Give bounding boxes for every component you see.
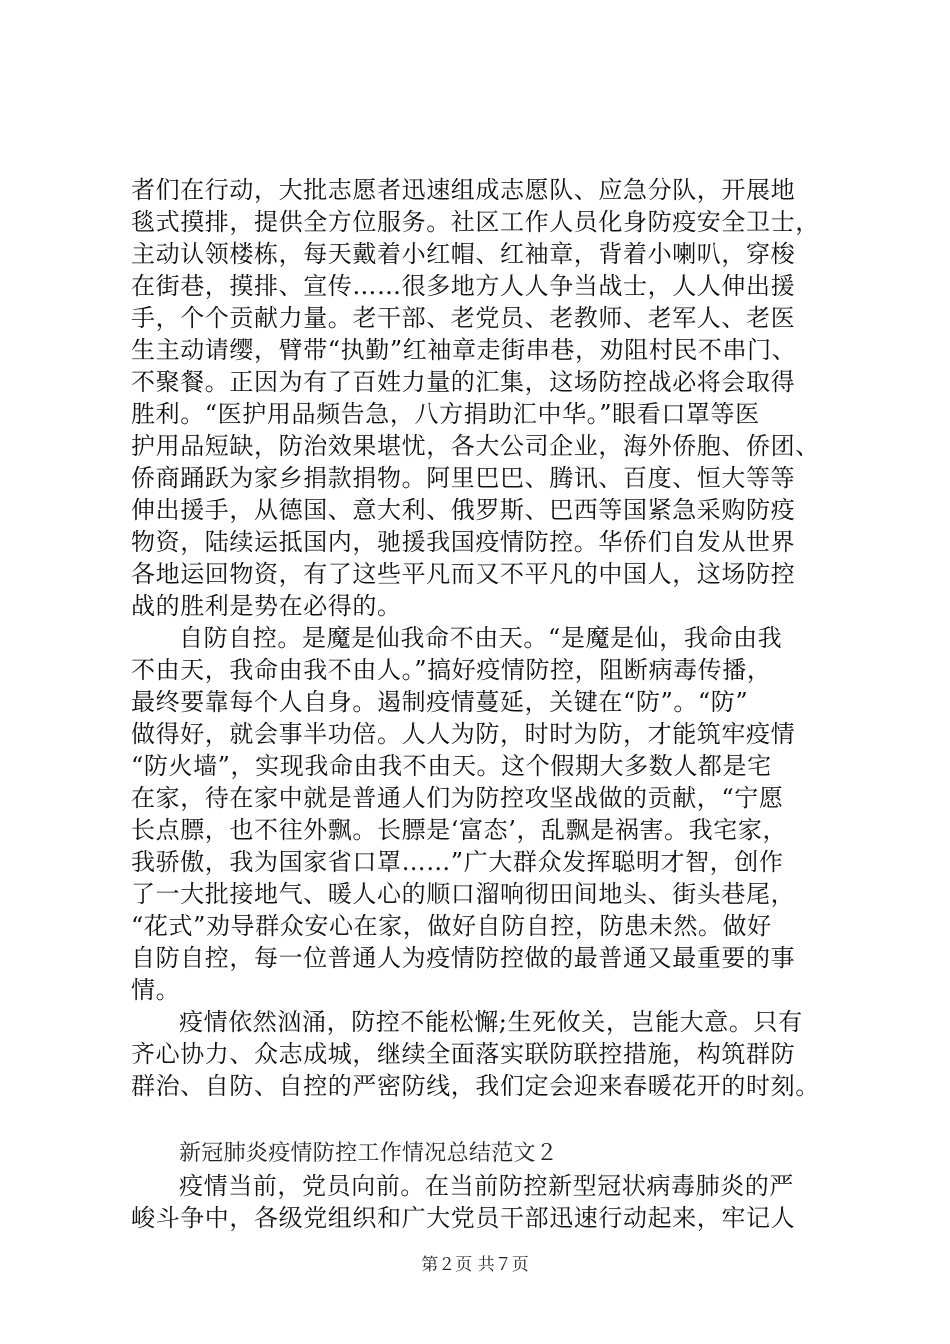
text-line: 毯式摸排，提供全方位服务。社区工作人员化身防疫安全卫士， xyxy=(131,208,820,236)
text-line: 胜利。“医护用品频告急，八方捐助汇中华。”眼看口罩等医 xyxy=(131,400,760,428)
text-line: 各地运回物资，有了这些平凡而又不平凡的中国人，这场防控 xyxy=(131,560,796,588)
text-line: 长点膘，也不往外飘。长膘是‘富态’，乱飘是祸害。我宅家， xyxy=(131,816,788,844)
text-line: 者们在行动，大批志愿者迅速组成志愿队、应急分队，开展地 xyxy=(131,176,796,204)
text-line: 护用品短缺，防治效果堪忧，各大公司企业，海外侨胞、侨团、 xyxy=(131,432,820,460)
text-line: 手，个个贡献力量。老干部、老党员、老教师、老军人、老医 xyxy=(131,304,796,332)
text-line: 疫情当前，党员向前。在当前防控新型冠状病毒肺炎的严 xyxy=(179,1172,794,1200)
text-line: 生主动请缨，臂带“执勤”红袖章走街串巷，劝阻村民不串门、 xyxy=(131,336,797,364)
paragraph-4 xyxy=(131,1170,831,1234)
text-line: 情。 xyxy=(131,976,181,1004)
text-line: 物资，陆续运抵国内，驰援我国疫情防控。华侨们自发从世界 xyxy=(131,528,796,556)
text-line: 自防自控。是魔是仙我命不由天。“是魔是仙，我命由我 xyxy=(179,624,783,652)
section-heading: 新冠肺炎疫情防控工作情况总结范文２ xyxy=(179,1141,559,1166)
text-line: 我骄傲，我为国家省口罩……”广大群众发挥聪明才智，创作 xyxy=(131,848,784,876)
text-line: 不聚餐。正因为有了百姓力量的汇集，这场防控战必将会取得 xyxy=(131,368,796,396)
text-line: 伸出援手，从德国、意大利、俄罗斯、巴西等国紧急采购防疫 xyxy=(131,496,796,524)
paragraph-1 xyxy=(131,174,831,622)
text-line: “花式”劝导群众安心在家，做好自防自控，防患未然。做好 xyxy=(131,912,772,940)
text-line: 不由天，我命由我不由人。”搞好疫情防控，阻断病毒传播， xyxy=(131,656,772,684)
paragraph-3 xyxy=(131,1006,831,1102)
text-line: 战的胜利是势在必得的。 xyxy=(131,592,402,620)
text-line: 齐心协力、众志成城，继续全面落实联防联控措施，构筑群防 xyxy=(131,1040,796,1068)
text-line: 在街巷，摸排、宣传……很多地方人人争当战士，人人伸出援 xyxy=(131,272,796,300)
text-line: 峻斗争中，各级党组织和广大党员干部迅速行动起来，牢记人 xyxy=(131,1204,796,1232)
document-body xyxy=(131,174,831,1234)
text-line: 主动认领楼栋，每天戴着小红帽、红袖章，背着小喇叭，穿梭 xyxy=(131,240,796,268)
paragraph-2 xyxy=(131,622,831,1006)
section-spacer xyxy=(131,1102,831,1138)
text-line: 自防自控，每一位普通人为疫情防控做的最普通又最重要的事 xyxy=(131,944,796,972)
text-line: 在家，待在家中就是普通人们为防控攻坚战做的贡献，“宁愿 xyxy=(131,784,784,812)
page-number-footer: 第２页 共７页 xyxy=(421,1255,529,1275)
text-line: “防火墙”，实现我命由我不由天。这个假期大多数人都是宅 xyxy=(131,752,772,780)
text-line: 侨商踊跃为家乡捐款捐物。阿里巴巴、腾讯、百度、恒大等等 xyxy=(131,464,796,492)
text-line: 疫情依然汹涌，防控不能松懈;生死攸关，岂能大意。只有 xyxy=(179,1008,803,1036)
text-line: 做得好，就会事半功倍。人人为防，时时为防，才能筑牢疫情 xyxy=(131,720,796,748)
text-line: 了一大批接地气、暖人心的顺口溜响彻田间地头、街头巷尾， xyxy=(131,880,796,908)
text-line: 群治、自防、自控的严密防线，我们定会迎来春暖花开的时刻。 xyxy=(131,1072,820,1100)
text-line: 最终要靠每个人自身。遏制疫情蔓延，关键在“防”。“防” xyxy=(131,688,749,716)
